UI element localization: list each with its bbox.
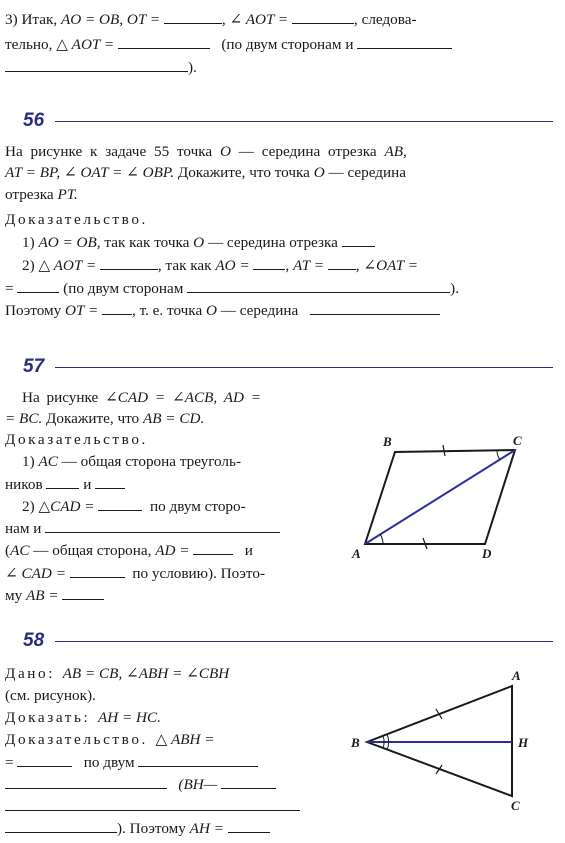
text: = xyxy=(5,280,14,297)
divider xyxy=(55,121,553,122)
answer-blank[interactable] xyxy=(5,797,300,811)
answer-blank[interactable] xyxy=(62,586,104,600)
math: △ ABH = xyxy=(155,731,215,748)
math: △ AOT = xyxy=(56,36,115,53)
text: по двум сторо- xyxy=(149,498,246,515)
math: (BH— xyxy=(178,776,218,793)
math: AB = xyxy=(26,587,59,604)
p57-step-2 xyxy=(22,497,246,516)
proof-label: Доказательство. xyxy=(5,731,148,748)
math: △CAD = xyxy=(38,498,95,515)
text: (по двум сторонам и xyxy=(221,36,354,53)
text: 1) xyxy=(22,234,35,251)
text: 1) xyxy=(22,453,35,470)
text: , xyxy=(285,257,290,274)
answer-blank[interactable] xyxy=(164,10,222,24)
answer-blank[interactable] xyxy=(342,233,375,247)
text: Докажите, что xyxy=(46,410,140,427)
text: так как точка xyxy=(104,234,190,251)
text: ). xyxy=(117,820,126,837)
text: — середина xyxy=(220,302,299,319)
text: — общая сторона, xyxy=(33,542,152,559)
text: = xyxy=(5,754,14,771)
problem-58-header xyxy=(5,630,553,654)
p58-given-cont: (см. рисунок). xyxy=(5,687,96,704)
problem-56-header xyxy=(5,110,553,134)
p58-conclusion xyxy=(5,819,270,838)
label-c: C xyxy=(513,433,522,448)
answer-blank[interactable] xyxy=(357,35,452,49)
answer-blank[interactable] xyxy=(100,256,158,270)
answer-blank[interactable] xyxy=(17,753,72,767)
text: ). xyxy=(188,59,197,76)
p58-given xyxy=(5,665,229,683)
p57-step-2-note xyxy=(5,541,253,560)
p56-step-1 xyxy=(22,233,375,252)
text: 2) xyxy=(22,498,35,515)
text: отрезка xyxy=(5,186,54,203)
answer-blank[interactable] xyxy=(46,475,79,489)
answer-blank[interactable] xyxy=(193,541,233,555)
angle-arc-c xyxy=(497,451,500,460)
p58-triangle-figure xyxy=(345,666,545,821)
math: O xyxy=(205,302,217,319)
p56-step-3 xyxy=(5,301,440,320)
math: ∠ AOT = xyxy=(229,11,289,28)
answer-blank[interactable] xyxy=(70,564,125,578)
p57-condition-1 xyxy=(22,389,261,407)
math: AH = xyxy=(189,820,224,837)
p58-prove xyxy=(5,709,161,727)
math: ∠OAT = xyxy=(363,257,418,274)
p55-line-2 xyxy=(5,35,452,54)
math: OT = xyxy=(65,302,99,319)
math: AD = xyxy=(155,542,190,559)
p56-condition-1 xyxy=(5,143,407,161)
math: AC xyxy=(38,453,58,470)
label-a: A xyxy=(512,668,521,683)
math: AT = BP, ∠ OAT = ∠ OBP. xyxy=(5,164,175,181)
text: (по двум сторонам xyxy=(63,280,184,297)
p57-step-1-cont xyxy=(5,475,125,494)
proof-label: Доказательство. xyxy=(5,431,148,448)
text: , xyxy=(221,11,226,28)
p57-step-1 xyxy=(22,453,241,471)
answer-blank[interactable] xyxy=(45,519,280,533)
p56-step-2 xyxy=(22,256,418,275)
proof-label: Доказательство. xyxy=(5,211,148,228)
math: AC xyxy=(10,542,30,559)
text: ). xyxy=(450,280,460,297)
text: На рисунке xyxy=(22,389,99,406)
p55-line-1 xyxy=(5,10,417,29)
text: нам и xyxy=(5,520,42,537)
angle-arc-a xyxy=(380,534,383,544)
answer-blank[interactable] xyxy=(118,35,210,49)
diagonal-ac xyxy=(365,450,515,544)
math: AO = OB, xyxy=(60,11,124,28)
p57-step-3 xyxy=(5,586,104,605)
answer-blank[interactable] xyxy=(98,497,142,511)
label-h: H xyxy=(518,735,529,750)
answer-blank[interactable] xyxy=(328,256,356,270)
answer-blank[interactable] xyxy=(5,58,188,72)
p56-condition-2 xyxy=(5,164,406,182)
prove-label: Доказать: xyxy=(5,709,91,726)
math: AB = CB, ∠ABH = ∠CBH xyxy=(62,665,230,682)
answer-blank[interactable] xyxy=(187,279,450,293)
text: , т. е. точка xyxy=(132,302,203,319)
answer-blank[interactable] xyxy=(5,819,117,833)
text: и xyxy=(244,542,253,559)
p57-step-2-note-cont xyxy=(5,564,265,583)
text: му xyxy=(5,587,23,604)
p55-line-3 xyxy=(5,58,197,77)
p58-step-1-note xyxy=(5,775,276,794)
text: 2) xyxy=(22,257,35,274)
math: O xyxy=(193,234,205,251)
divider xyxy=(55,641,553,642)
text: по условию). Поэто- xyxy=(132,565,266,582)
divider xyxy=(55,367,553,368)
text: ( xyxy=(5,542,11,559)
math: AT = xyxy=(293,257,324,274)
p57-step-2-cont xyxy=(5,519,280,538)
label-d: D xyxy=(482,546,492,561)
text: На рисунке к задаче 55 точка xyxy=(5,143,213,160)
text: — общая сторона треуголь- xyxy=(61,453,241,470)
text: , следова- xyxy=(353,11,417,28)
math: AB = CD. xyxy=(142,410,205,427)
label-a: A xyxy=(352,546,361,561)
text: 3) Итак, xyxy=(5,11,58,28)
math: AH = HC. xyxy=(97,709,161,726)
text: и xyxy=(83,476,92,493)
p57-condition-2 xyxy=(5,410,204,428)
answer-blank[interactable] xyxy=(221,775,276,789)
answer-blank[interactable] xyxy=(253,256,285,270)
label-b: B xyxy=(383,434,392,449)
p58-blank-line xyxy=(5,797,300,816)
answer-blank[interactable] xyxy=(17,279,59,293)
math: AO = xyxy=(215,257,250,274)
math: PT. xyxy=(57,186,78,203)
problem-number: 56 xyxy=(23,110,45,131)
answer-blank[interactable] xyxy=(228,819,270,833)
text: — середина xyxy=(328,164,406,181)
p58-step-1-cont xyxy=(5,753,258,772)
label-c: C xyxy=(511,798,520,813)
text: , так как xyxy=(157,257,212,274)
text: по двум xyxy=(83,754,135,771)
math: OT = xyxy=(126,11,161,28)
math: △ AOT = xyxy=(38,257,97,274)
answer-blank[interactable] xyxy=(95,475,125,489)
label-b: B xyxy=(351,735,360,750)
p58-proof xyxy=(5,731,215,749)
text: , xyxy=(355,257,360,274)
math: = BC. xyxy=(5,410,43,427)
text: — середина отрезка xyxy=(238,143,377,160)
p56-condition-3 xyxy=(5,186,78,204)
math: AO = OB, xyxy=(38,234,101,251)
text: ников xyxy=(5,476,43,493)
text: тельно, xyxy=(5,36,53,53)
math: ∠ CAD = xyxy=(5,565,66,582)
answer-blank[interactable] xyxy=(102,301,132,315)
answer-blank[interactable] xyxy=(5,775,167,789)
text: — середина отрезка xyxy=(207,234,338,251)
math: ∠CAD = ∠ACB, AD = xyxy=(105,389,261,406)
text: Докажите, что точка xyxy=(177,164,310,181)
p57-parallelogram-figure xyxy=(345,430,545,565)
answer-blank[interactable] xyxy=(310,301,440,315)
text: Поэтому xyxy=(5,302,62,319)
p56-step-2-cont xyxy=(5,279,459,298)
problem-number: 58 xyxy=(23,630,45,651)
answer-blank[interactable] xyxy=(292,10,354,24)
problem-number: 57 xyxy=(23,356,45,377)
text: Поэтому xyxy=(129,820,186,837)
math: O xyxy=(219,143,231,160)
given-label: Дано: xyxy=(5,665,56,682)
math: AB, xyxy=(384,143,407,160)
problem-57-header xyxy=(5,356,553,380)
math: O xyxy=(313,164,325,181)
answer-blank[interactable] xyxy=(138,753,258,767)
